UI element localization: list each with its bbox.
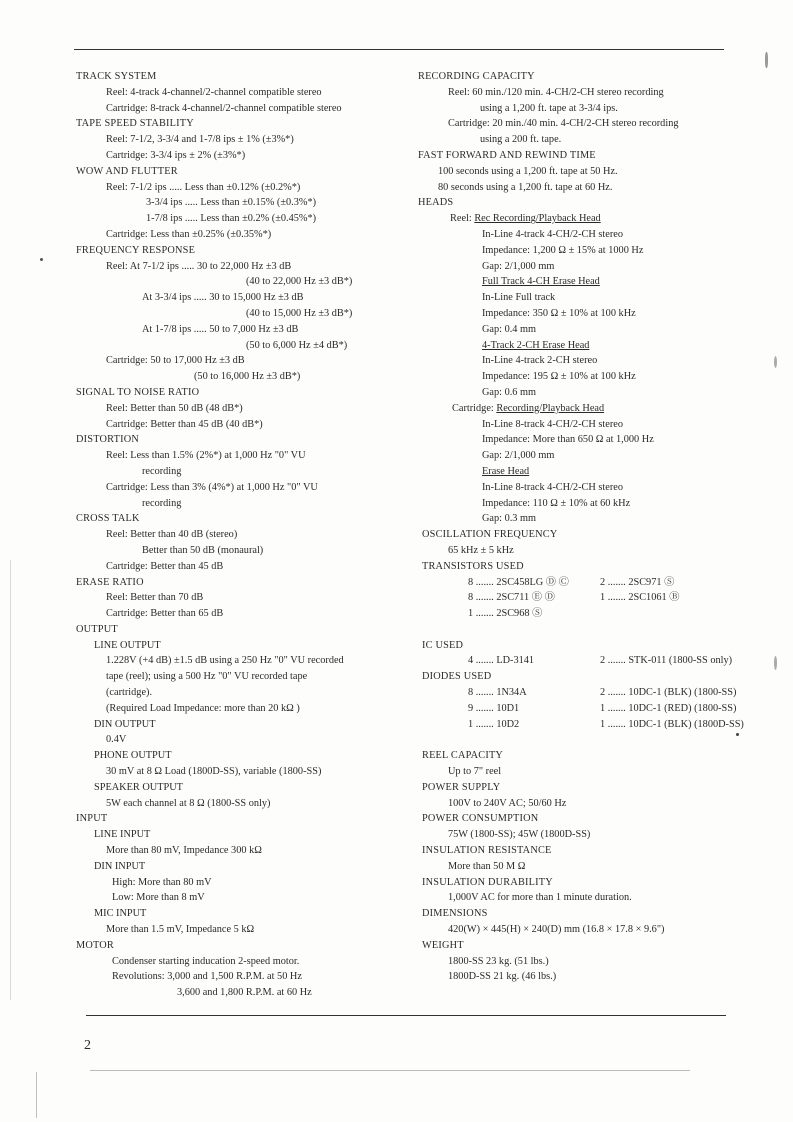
- spec-text: 3-3/4 ips ..... Less than ±0.15% (±0.3%*): [146, 197, 317, 209]
- spec-line: [418, 827, 738, 843]
- scan-speck: [774, 656, 777, 670]
- spec-heading: [76, 69, 406, 85]
- spec-line: [418, 464, 738, 480]
- spec-heading: [418, 811, 738, 827]
- scan-speck: [90, 1070, 690, 1071]
- spec-text: 1 ....... 10D2: [468, 718, 520, 730]
- spec-line: [418, 369, 738, 385]
- spec-text: OUTPUT: [76, 623, 118, 635]
- spec-line: [76, 590, 406, 606]
- spec-line: [76, 543, 406, 559]
- spec-text-second: 2 ....... 10DC-1 (BLK) (1800-SS): [600, 687, 737, 699]
- spec-line: [418, 85, 738, 101]
- spec-line: [418, 653, 738, 669]
- spec-heading: [418, 69, 738, 85]
- spec-text: Gap: 0.6 mm: [482, 386, 537, 398]
- spec-text: tape (reel); using a 500 Hz "0" VU recorded tape: [106, 671, 308, 683]
- spec-heading: [76, 116, 406, 132]
- spec-heading: [418, 559, 738, 575]
- left-spec-column: [76, 69, 406, 1001]
- spec-text: POWER SUPPLY: [422, 781, 501, 793]
- spec-text: DIN OUTPUT: [94, 718, 156, 730]
- spec-text: Cartridge: 50 to 17,000 Hz ±3 dB: [106, 355, 245, 367]
- spec-heading: [418, 195, 738, 211]
- spec-text: More than 50 M Ω: [448, 860, 526, 872]
- spec-text: IC USED: [422, 639, 464, 651]
- right-spec-column: [418, 69, 744, 985]
- spec-text: Reel: 7-1/2, 3-3/4 and 1-7/8 ips ± 1% (±3%*): [106, 134, 294, 146]
- spec-text: Cartridge: Better than 45 dB (40 dB*): [106, 418, 263, 430]
- spec-line: [418, 496, 738, 512]
- spec-text: DIMENSIONS: [422, 908, 488, 920]
- spec-text: Reel: 4-track 4-channel/2-channel compatible stereo: [106, 86, 322, 98]
- spec-text: 9 ....... 10D1: [468, 702, 520, 714]
- spec-line: [76, 685, 406, 701]
- spec-heading: [76, 622, 406, 638]
- spec-line: [418, 732, 738, 748]
- spec-text: Cartridge: Better than 45 dB: [106, 560, 224, 572]
- spec-text: LINE OUTPUT: [94, 639, 161, 651]
- spec-line: [418, 385, 738, 401]
- spec-text: 30 mV at 8 Ω Load (1800D-SS), variable (1800-SS): [106, 766, 322, 778]
- spec-line: [418, 243, 738, 259]
- spec-line: [76, 780, 406, 796]
- spec-line: [418, 701, 738, 717]
- spec-text: ERASE RATIO: [76, 576, 144, 588]
- spec-text: (40 to 15,000 Hz ±3 dB*): [246, 307, 353, 319]
- spec-text-second: 1 ....... 2SC1061 Ⓑ: [600, 592, 680, 604]
- spec-line: [76, 859, 406, 875]
- spec-text: 3,600 and 1,800 R.P.M. at 60 Hz: [177, 987, 312, 999]
- spec-line: [76, 338, 406, 354]
- spec-text: At 3-3/4 ips ..... 30 to 15,000 Hz ±3 dB: [142, 292, 304, 304]
- spec-line: [418, 132, 738, 148]
- head-title: Recording/Playback Head: [496, 402, 605, 414]
- spec-text-second: 1 ....... 10DC-1 (RED) (1800-SS): [600, 702, 737, 714]
- spec-line: [76, 211, 406, 227]
- spec-heading: [418, 527, 738, 543]
- spec-text: In-Line 4-track 4-CH/2-CH stereo: [482, 228, 623, 240]
- spec-line: [76, 606, 406, 622]
- spec-line: [418, 622, 738, 638]
- spec-text: DISTORTION: [76, 434, 139, 446]
- spec-line: [418, 685, 738, 701]
- spec-heading: [418, 148, 738, 164]
- spec-line: [418, 969, 738, 985]
- spec-text: LINE INPUT: [94, 829, 151, 841]
- spec-line: [418, 922, 738, 938]
- scan-edge-mark: [36, 1072, 37, 1118]
- spec-heading: [418, 875, 738, 891]
- spec-line: [418, 164, 738, 180]
- spec-text: 1 ....... 2SC968 Ⓢ: [468, 608, 543, 620]
- spec-line: [418, 290, 738, 306]
- spec-text: Reel: Better than 50 dB (48 dB*): [106, 402, 243, 414]
- spec-text: Impedance: 1,200 Ω ± 15% at 1000 Hz: [482, 244, 644, 256]
- spec-text: Gap: 0.3 mm: [482, 513, 537, 525]
- spec-text: 8 ....... 2SC458LG Ⓓ Ⓒ: [468, 576, 569, 588]
- spec-line: [418, 480, 738, 496]
- spec-text: At 1-7/8 ips ..... 50 to 7,000 Hz ±3 dB: [142, 323, 299, 335]
- spec-line: [418, 322, 738, 338]
- spec-text: MOTOR: [76, 939, 114, 951]
- spec-text: 1.228V (+4 dB) ±1.5 dB using a 250 Hz "0" VU recorded: [106, 655, 344, 667]
- spec-line: [76, 227, 406, 243]
- spec-line: [76, 638, 406, 654]
- spec-line: [418, 954, 738, 970]
- spec-line: [76, 417, 406, 433]
- spec-line: [418, 417, 738, 433]
- spec-text: FREQUENCY RESPONSE: [76, 244, 196, 256]
- spec-line: [76, 827, 406, 843]
- spec-text: REEL CAPACITY: [422, 750, 504, 762]
- spec-text: Gap: 2/1,000 mm: [482, 260, 555, 272]
- spec-text: 8 ....... 1N34A: [468, 687, 527, 699]
- spec-line: [76, 85, 406, 101]
- spec-text: (Required Load Impedance: more than 20 kΩ ): [106, 702, 300, 714]
- spec-text: 1800D-SS 21 kg. (46 lbs.): [448, 971, 557, 983]
- spec-text: In-Line 4-track 2-CH stereo: [482, 355, 598, 367]
- spec-text: (cartridge).: [106, 687, 153, 699]
- spec-text: Reel: At 7-1/2 ips ..... 30 to 22,000 Hz ±3 dB: [106, 260, 292, 272]
- spec-line: [418, 859, 738, 875]
- spec-heading: [76, 511, 406, 527]
- spec-line: [76, 180, 406, 196]
- spec-text: HEADS: [418, 197, 454, 209]
- spec-text: SPEAKER OUTPUT: [94, 781, 183, 793]
- spec-text: Reel: Less than 1.5% (2%*) at 1,000 Hz "0" VU: [106, 450, 306, 462]
- spec-line: [76, 732, 406, 748]
- spec-text: Cartridge: 8-track 4-channel/2-channel compatible stereo: [106, 102, 342, 114]
- spec-text: Reel: Better than 70 dB: [106, 592, 204, 604]
- spec-text: TRANSISTORS USED: [422, 560, 524, 572]
- scan-edge-mark: [10, 560, 11, 1000]
- spec-line: [76, 875, 406, 891]
- spec-text: POWER CONSUMPTION: [422, 813, 539, 825]
- spec-text: (50 to 16,000 Hz ±3 dB*): [194, 371, 301, 383]
- spec-line: [418, 575, 738, 591]
- spec-text: PHONE OUTPUT: [94, 750, 172, 762]
- spec-text: FAST FORWARD AND REWIND TIME: [418, 149, 596, 161]
- spec-heading: [418, 748, 738, 764]
- spec-text: MIC INPUT: [94, 908, 147, 920]
- spec-text: Impedance: 195 Ω ± 10% at 100 kHz: [482, 371, 636, 383]
- spec-line: [76, 843, 406, 859]
- spec-line: [76, 669, 406, 685]
- spec-line: [76, 132, 406, 148]
- spec-text: 1800-SS 23 kg. (51 lbs.): [448, 955, 549, 967]
- spec-text: TRACK SYSTEM: [76, 71, 157, 82]
- spec-text: RECORDING CAPACITY: [418, 71, 535, 82]
- spec-line: [418, 590, 738, 606]
- spec-line: [76, 101, 406, 117]
- spec-text: TAPE SPEED STABILITY: [76, 118, 194, 130]
- spec-text: In-Line 8-track 4-CH/2-CH stereo: [482, 481, 623, 493]
- spec-line: [76, 954, 406, 970]
- spec-line: [418, 353, 738, 369]
- spec-line: [418, 211, 738, 227]
- spec-text: 4 ....... LD-3141: [468, 655, 535, 667]
- spec-line: [76, 322, 406, 338]
- spec-text: DIODES USED: [422, 671, 492, 683]
- spec-line: [76, 890, 406, 906]
- spec-line: [418, 306, 738, 322]
- spec-text: Impedance: 110 Ω ± 10% at 60 kHz: [482, 497, 631, 509]
- spec-line: [76, 764, 406, 780]
- spec-text: Revolutions: 3,000 and 1,500 R.P.M. at 50 Hz: [112, 971, 302, 983]
- spec-line: [418, 606, 738, 622]
- scan-speck: [40, 258, 43, 261]
- spec-text: Cartridge: Less than 3% (4%*) at 1,000 Hz "0" VU: [106, 481, 318, 493]
- spec-text-second: 2 ....... 2SC971 Ⓢ: [600, 576, 675, 588]
- scan-speck: [765, 52, 768, 68]
- spec-text: More than 1.5 mV, Impedance 5 kΩ: [106, 924, 255, 936]
- spec-line: [418, 274, 738, 290]
- spec-text: 8 ....... 2SC711 Ⓔ Ⓓ: [468, 592, 555, 604]
- spec-line: [418, 259, 738, 275]
- spec-heading: [76, 938, 406, 954]
- spec-text: WEIGHT: [422, 939, 464, 951]
- spec-line: [76, 969, 406, 985]
- spec-line: [418, 116, 738, 132]
- spec-line: [418, 101, 738, 117]
- spec-text: Impedance: More than 650 Ω at 1,000 Hz: [482, 434, 654, 446]
- spec-text: Reel: 60 min./120 min. 4-CH/2-CH stereo recording: [448, 86, 664, 98]
- spec-text: using a 1,200 ft. tape at 3-3/4 ips.: [480, 102, 618, 114]
- spec-heading: [76, 575, 406, 591]
- spec-line: [76, 701, 406, 717]
- head-title: Erase Head: [482, 465, 530, 477]
- head-title: Rec Recording/Playback Head: [474, 213, 601, 225]
- spec-text: SIGNAL TO NOISE RATIO: [76, 386, 200, 398]
- spec-text: Cartridge: 3-3/4 ips ± 2% (±3%*): [106, 149, 246, 161]
- scan-speck: [736, 733, 739, 736]
- spec-line: [76, 496, 406, 512]
- spec-text: INSULATION RESISTANCE: [422, 845, 552, 857]
- spec-text-second: 2 ....... STK-011 (1800-SS only): [600, 655, 733, 667]
- spec-text: (50 to 6,000 Hz ±4 dB*): [246, 339, 348, 351]
- head-title: 4-Track 2-CH Erase Head: [482, 339, 590, 351]
- spec-text: Cartridge: Better than 65 dB: [106, 608, 224, 620]
- spec-text: Cartridge:: [452, 402, 497, 414]
- spec-line: [418, 401, 738, 417]
- spec-line: [76, 259, 406, 275]
- spec-line: [76, 796, 406, 812]
- spec-line: [418, 227, 738, 243]
- scan-speck: [774, 356, 777, 368]
- spec-text: 65 kHz ± 5 kHz: [448, 544, 514, 556]
- spec-line: [76, 448, 406, 464]
- spec-line: [76, 369, 406, 385]
- spec-text: Reel: 7-1/2 ips ..... Less than ±0.12% (±0.2%*): [106, 181, 301, 193]
- spec-heading: [418, 938, 738, 954]
- spec-line: [76, 306, 406, 322]
- spec-text: In-Line Full track: [482, 292, 556, 304]
- spec-text: using a 200 ft. tape.: [480, 134, 562, 146]
- spec-line: [418, 338, 738, 354]
- spec-line: [76, 922, 406, 938]
- spec-text: Gap: 0.4 mm: [482, 323, 537, 335]
- spec-text: INPUT: [76, 813, 108, 825]
- spec-text: Reel: Better than 40 dB (stereo): [106, 529, 238, 541]
- spec-line: [418, 796, 738, 812]
- spec-line: [418, 432, 738, 448]
- spec-text-second: 1 ....... 10DC-1 (BLK) (1800D-SS): [600, 718, 744, 730]
- spec-text: 1-7/8 ips ..... Less than ±0.2% (±0.45%*): [146, 213, 317, 225]
- spec-line: [418, 543, 738, 559]
- spec-line: [418, 717, 744, 733]
- spec-line: [418, 511, 738, 527]
- spec-heading: [418, 638, 738, 654]
- spec-text: Condenser starting inducation 2-speed motor.: [112, 955, 300, 967]
- spec-text: 0.4V: [106, 734, 127, 746]
- page-number: 2: [84, 1038, 91, 1053]
- top-rule: [74, 49, 724, 50]
- spec-line: [418, 890, 738, 906]
- bottom-rule: [86, 1015, 726, 1016]
- spec-text: Up to 7" reel: [448, 766, 502, 778]
- spec-text: More than 80 mV, Impedance 300 kΩ: [106, 845, 262, 857]
- spec-text: 5W each channel at 8 Ω (1800-SS only): [106, 797, 271, 809]
- spec-text: CROSS TALK: [76, 513, 140, 525]
- spec-text: Low: More than 8 mV: [112, 892, 205, 904]
- spec-line: [76, 195, 406, 211]
- spec-text: 100 seconds using a 1,200 ft. tape at 50 Hz.: [438, 165, 618, 177]
- spec-heading: [418, 780, 738, 796]
- spec-text: 1,000V AC for more than 1 minute duration.: [448, 892, 632, 904]
- spec-text: WOW AND FLUTTER: [76, 165, 178, 177]
- spec-text: 100V to 240V AC; 50/60 Hz: [448, 797, 567, 809]
- spec-line: [418, 764, 738, 780]
- spec-heading: [76, 432, 406, 448]
- spec-heading: [76, 164, 406, 180]
- spec-text: 75W (1800-SS); 45W (1800D-SS): [448, 829, 591, 841]
- spec-line: [76, 401, 406, 417]
- spec-line: [76, 290, 406, 306]
- spec-text: INSULATION DURABILITY: [422, 876, 553, 888]
- spec-line: [76, 906, 406, 922]
- spec-text: Better than 50 dB (monaural): [142, 544, 264, 556]
- spec-heading: [76, 243, 406, 259]
- spec-text: recording: [142, 465, 182, 477]
- spec-line: [76, 717, 406, 733]
- spec-text: 420(W) × 445(H) × 240(D) mm (16.8 × 17.8 × 9.6"): [448, 924, 665, 936]
- spec-text: Cartridge: 20 min./40 min. 4-CH/2-CH stereo recording: [448, 118, 679, 130]
- spec-line: [76, 464, 406, 480]
- spec-text: (40 to 22,000 Hz ±3 dB*): [246, 276, 353, 288]
- spec-line: [76, 527, 406, 543]
- spec-line: [76, 748, 406, 764]
- spec-text: Impedance: 350 Ω ± 10% at 100 kHz: [482, 307, 636, 319]
- spec-line: [76, 985, 406, 1001]
- spec-text: 80 seconds using a 1,200 ft. tape at 60 Hz.: [438, 181, 613, 193]
- spec-line: [76, 274, 406, 290]
- spec-text: High: More than 80 mV: [112, 876, 212, 888]
- spec-line: [76, 148, 406, 164]
- spec-line: [76, 353, 406, 369]
- spec-heading: [418, 669, 738, 685]
- spec-heading: [418, 843, 738, 859]
- spec-text: OSCILLATION FREQUENCY: [422, 529, 558, 541]
- spec-text: recording: [142, 497, 182, 509]
- spec-heading: [76, 385, 406, 401]
- spec-text: Gap: 2/1,000 mm: [482, 450, 555, 462]
- spec-heading: [76, 811, 406, 827]
- spec-line: [76, 653, 406, 669]
- spec-line: [76, 559, 406, 575]
- spec-line: [418, 180, 738, 196]
- spec-heading: [418, 906, 738, 922]
- spec-line: [418, 448, 738, 464]
- spec-text: Cartridge: Less than ±0.25% (±0.35%*): [106, 228, 272, 240]
- spec-text: Reel:: [450, 213, 475, 225]
- head-title: Full Track 4-CH Erase Head: [482, 276, 600, 288]
- spec-line: [76, 480, 406, 496]
- spec-text: In-Line 8-track 4-CH/2-CH stereo: [482, 418, 623, 430]
- spec-text: DIN INPUT: [94, 860, 146, 872]
